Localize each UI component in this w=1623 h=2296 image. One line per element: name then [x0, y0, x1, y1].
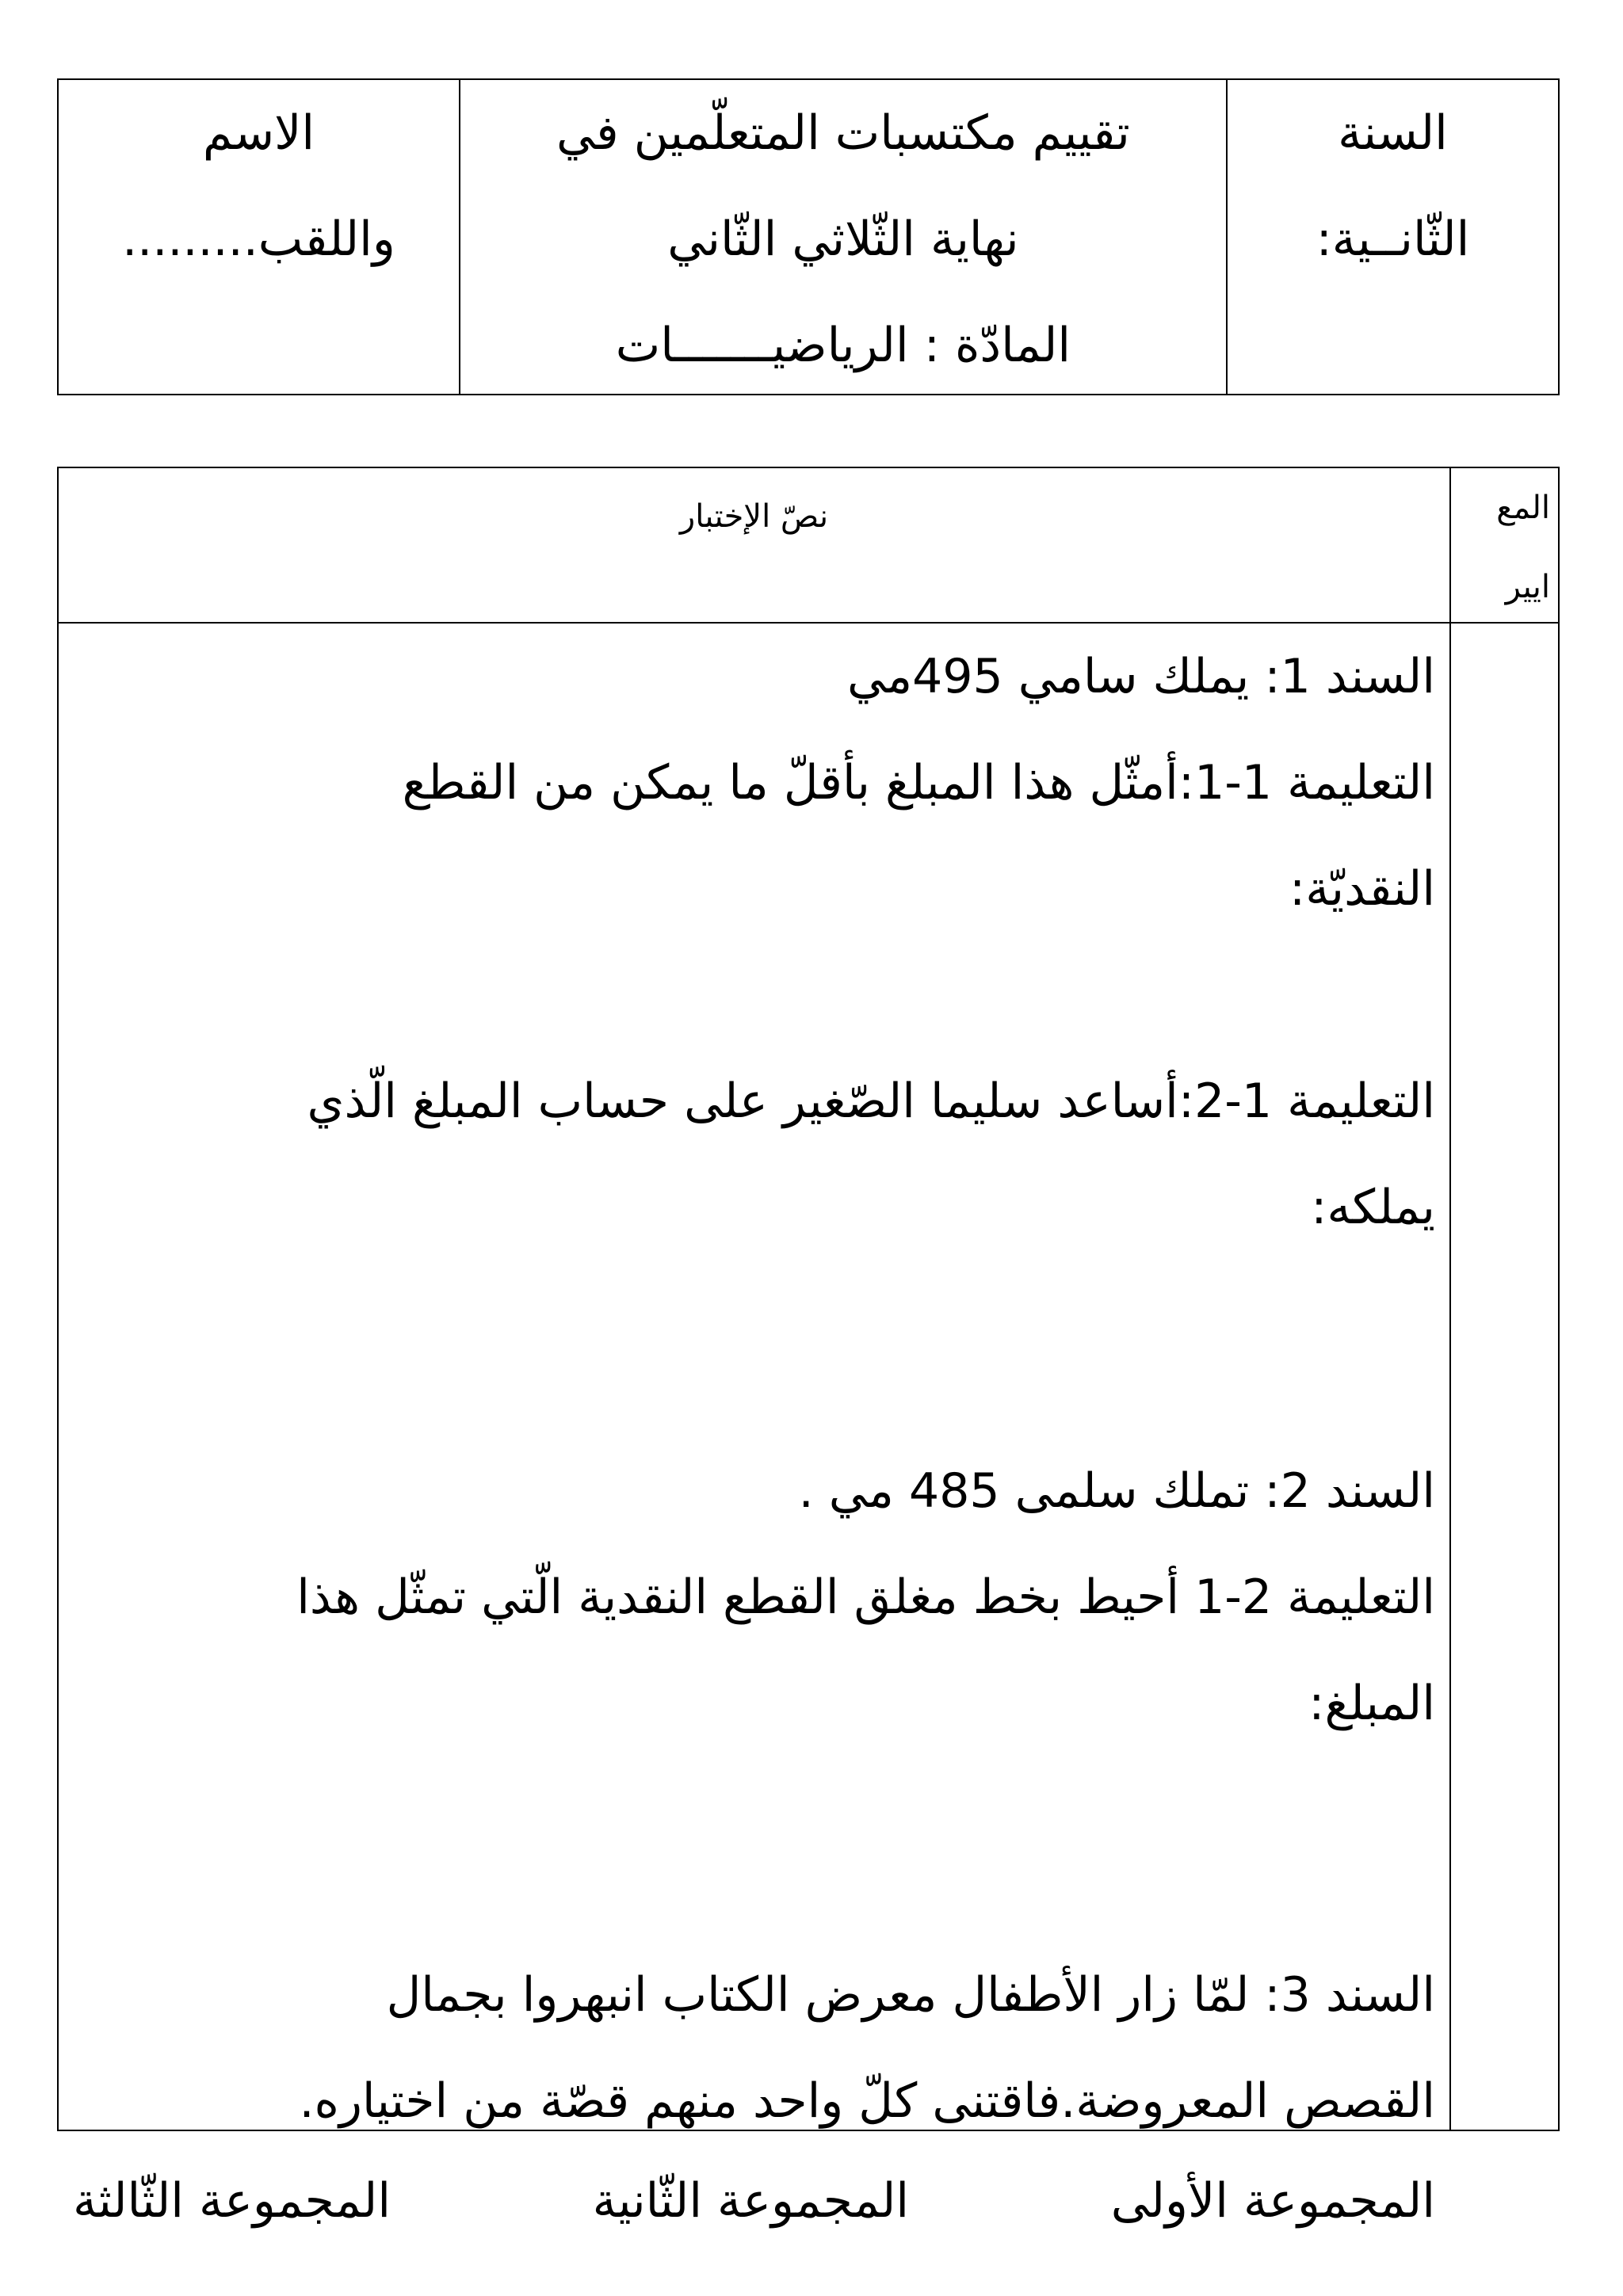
support-1: السند 1: يملك سامي 495مي	[847, 649, 1435, 704]
criteria-header-line-1: المع	[1496, 490, 1550, 526]
exam-table-header	[59, 468, 1558, 624]
instruction-2-1-line-1: التعليمة 2-1 أحيط بخط مغلق القطع النقدية الّتي تمثّل هذا	[296, 1569, 1435, 1625]
exam-table	[57, 467, 1560, 2229]
year-label: السنة	[1338, 105, 1448, 161]
criteria-header-line-2: ايير	[1505, 569, 1550, 605]
answer-space	[73, 1756, 1435, 1863]
group-1-label: المجموعة الأولى	[1110, 2173, 1435, 2229]
instruction-1-2-line-2: يملكه:	[1311, 1180, 1435, 1235]
name-dots: واللقب.........	[122, 212, 395, 267]
criteria-header	[1449, 468, 1558, 622]
title-cell	[460, 80, 1228, 394]
instruction-1-1-line-1: التعليمة 1-1:أمثّل هذا المبلغ بأقلّ ما يمكن من القطع	[402, 755, 1435, 810]
title-line-2: نهاية الثّلاثي الثّاني	[667, 212, 1019, 267]
support-3-line-1: السند 3: لمّا زار الأطفال معرض الكتاب انبهروا بجمال	[386, 1967, 1435, 2023]
group-2-label: المجموعة الثّانية	[592, 2173, 910, 2229]
name-label: الاسم	[202, 105, 315, 161]
instruction-2-1-line-2: المبلغ:	[1308, 1676, 1435, 1731]
answer-space	[73, 942, 1435, 1048]
support-3-line-2: القصص المعروضة.فاقتنى كلّ واحد منهم قصّة من اختياره.	[299, 2073, 1435, 2129]
year-field-cell	[1228, 80, 1558, 394]
support-2: السند 2: تملك سلمى 485 مي .	[798, 1463, 1435, 1519]
subject-line: المادّة : الرياضيـــــــات	[615, 318, 1071, 373]
groups-row	[73, 2154, 1435, 2248]
criteria-column	[1449, 624, 1558, 2130]
exam-text-header: نصّ الإختبار	[59, 468, 1451, 622]
answer-space	[73, 1863, 1435, 1942]
instruction-1-2-line-1: التعليمة 1-2:أساعد سليما الصّغير على حساب المبلغ الّذي	[307, 1074, 1435, 1129]
header-table	[57, 78, 1560, 395]
group-3-label: المجموعة الثّالثة	[73, 2173, 391, 2229]
exam-text-content	[59, 624, 1451, 2229]
exam-table-body	[59, 624, 1558, 2229]
answer-space	[73, 1261, 1435, 1367]
year-value: الثّانــية:	[1316, 212, 1470, 267]
title-line-1: تقييم مكتسبات المتعلّمين في	[556, 105, 1130, 161]
answer-space	[73, 1367, 1435, 1438]
instruction-1-1-line-2: النقديّة:	[1289, 861, 1435, 917]
name-field-cell	[59, 80, 460, 394]
